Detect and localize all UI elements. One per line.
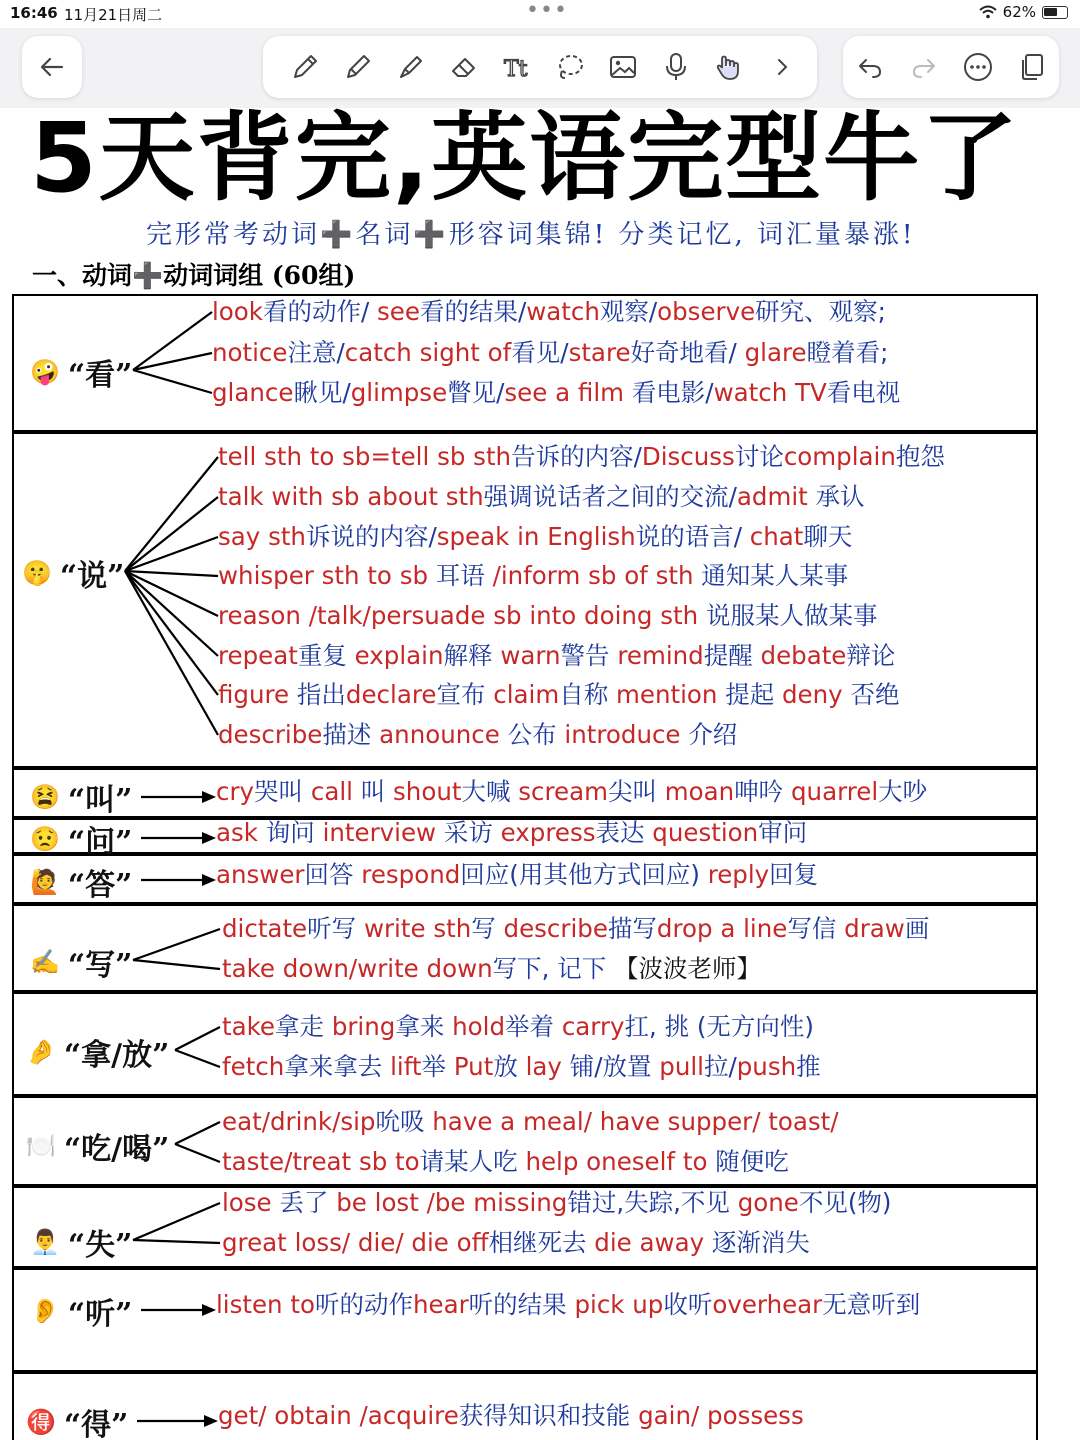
english-term: describe xyxy=(503,914,608,943)
category-emoji-icon: 🤫 xyxy=(22,559,52,587)
chinese-meaning: 提醒 xyxy=(703,641,761,670)
english-term: die away xyxy=(594,1228,712,1257)
english-term: admit xyxy=(736,482,816,511)
english-term: push xyxy=(736,1052,797,1081)
vocab-line xyxy=(216,1290,920,1320)
vocab-line xyxy=(222,954,761,984)
english-term: introduce xyxy=(564,720,689,749)
english-term: /inform sb of sth xyxy=(492,561,702,590)
chinese-meaning: 错过,失踪,不见 xyxy=(567,1188,738,1217)
category-emoji-icon: 🍽️ xyxy=(26,1132,56,1160)
chinese-meaning: 听的动作 xyxy=(314,1290,413,1319)
chinese-meaning: 看的动作/ xyxy=(262,297,378,326)
chinese-meaning: 【波波老师】 xyxy=(614,954,762,983)
chinese-meaning: 看电影/ xyxy=(631,378,714,407)
english-term: answer xyxy=(216,860,305,889)
english-term: explain xyxy=(354,641,444,670)
category-emoji-icon: 🤪 xyxy=(30,358,60,386)
english-term: call xyxy=(310,777,361,806)
english-term: take down/write down xyxy=(222,954,493,983)
english-term: look xyxy=(212,297,263,326)
vocab-group-box xyxy=(12,1268,1038,1372)
vocab-line xyxy=(218,482,865,512)
english-term: listen to xyxy=(216,1290,315,1319)
english-term: figure xyxy=(218,680,297,709)
english-term: reason /talk/persuade sb into doing sth xyxy=(218,601,706,630)
vocab-line xyxy=(222,1228,810,1258)
vocab-line xyxy=(212,378,900,408)
chinese-meaning: 随便吃 xyxy=(715,1147,789,1176)
category-emoji-icon: ✍️ xyxy=(30,948,60,976)
category-label xyxy=(22,551,124,595)
chinese-meaning: 写下, 记下 xyxy=(492,954,615,983)
chinese-meaning: 举 xyxy=(421,1052,454,1081)
english-term: lose xyxy=(222,1188,280,1217)
vocab-line xyxy=(216,860,818,890)
category-word: “得” xyxy=(63,1408,129,1440)
category-emoji-icon: 🤌 xyxy=(26,1038,56,1066)
category-word: “拿/放” xyxy=(63,1038,170,1073)
chinese-meaning: 瞥见/ xyxy=(447,378,505,407)
chinese-meaning: 听的结果 xyxy=(468,1290,575,1319)
chinese-meaning: 采访 xyxy=(443,818,501,847)
english-term: whisper sth to sb xyxy=(218,561,436,590)
chinese-meaning: 审问 xyxy=(758,818,808,847)
chinese-meaning: 瞪着看; xyxy=(806,338,889,367)
page-title: 5天背完,英语完型牛了 xyxy=(30,102,1020,214)
multitask-dots-icon[interactable]: ••• xyxy=(526,0,568,23)
chinese-meaning: 注意/ xyxy=(287,338,345,367)
chinese-meaning: 耳语 xyxy=(435,561,493,590)
english-term: watch xyxy=(526,297,600,326)
category-word: “叫” xyxy=(67,783,133,818)
chinese-meaning: 表达 xyxy=(595,818,653,847)
category-label xyxy=(30,350,132,394)
english-term: take xyxy=(222,1012,276,1041)
chinese-meaning: 询问 xyxy=(265,818,323,847)
vocab-line xyxy=(222,1052,821,1082)
category-label xyxy=(30,1220,132,1264)
chinese-meaning: 获得知识和技能 xyxy=(458,1401,639,1430)
chinese-meaning: 画 xyxy=(904,914,930,943)
category-word: “看” xyxy=(67,358,133,393)
chinese-meaning: 不见(物) xyxy=(798,1188,892,1217)
category-word: “吃/喝” xyxy=(63,1132,170,1167)
vocab-line xyxy=(222,914,929,944)
english-term: hold xyxy=(452,1012,506,1041)
chinese-meaning: 铺/放置 xyxy=(569,1052,660,1081)
chinese-meaning: 扛, 挑 (无方向性) xyxy=(624,1012,814,1041)
english-term: observe xyxy=(657,297,756,326)
vocab-line xyxy=(218,442,945,472)
english-term: drop a line xyxy=(656,914,788,943)
chinese-meaning: 看见/ xyxy=(511,338,569,367)
english-term: eat/drink/sip xyxy=(222,1107,376,1136)
english-term: great loss/ die/ die off xyxy=(222,1228,489,1257)
chinese-meaning: 宣布 xyxy=(436,680,494,709)
chinese-meaning: 描述 xyxy=(322,720,380,749)
chinese-meaning: 重复 xyxy=(297,641,355,670)
chinese-meaning: 讨论 xyxy=(734,442,784,471)
chinese-meaning: 承认 xyxy=(815,482,865,511)
english-term: chat xyxy=(749,522,804,551)
category-word: “答” xyxy=(67,868,133,903)
chinese-meaning: 放 xyxy=(493,1052,526,1081)
chinese-meaning: 解释 xyxy=(443,641,501,670)
english-term: gain/ possess xyxy=(638,1401,804,1430)
english-term: moan xyxy=(664,777,735,806)
chinese-meaning: 听写 xyxy=(307,914,364,943)
chinese-meaning: 告诉的内容/ xyxy=(511,442,642,471)
page-subtitle: 完形常考动词➕名词➕形容词集锦! 分类记忆, 词汇量暴涨! xyxy=(146,220,916,250)
category-word: “写” xyxy=(67,948,133,983)
chinese-meaning: 看的结果/ xyxy=(419,297,527,326)
english-term: taste/treat sb to xyxy=(222,1147,420,1176)
vocab-line xyxy=(216,777,927,807)
chinese-meaning: 聊天 xyxy=(803,522,853,551)
chinese-meaning: 拿来拿去 xyxy=(284,1052,391,1081)
chinese-meaning: 拉/ xyxy=(703,1052,737,1081)
battery-percent: 62% xyxy=(1002,3,1036,21)
english-term: glimpse xyxy=(350,378,448,407)
chinese-meaning: 吮吸 xyxy=(375,1107,433,1136)
chinese-meaning: 警告 xyxy=(560,641,618,670)
vocab-line xyxy=(216,818,807,848)
vocab-line xyxy=(212,297,886,327)
english-term: talk with sb about sth xyxy=(218,482,484,511)
vocab-line xyxy=(222,1147,789,1177)
chinese-meaning: 举着 xyxy=(505,1012,562,1041)
english-term: ask xyxy=(216,818,266,847)
category-emoji-icon: 😟 xyxy=(30,825,60,853)
chinese-meaning: 拿来 xyxy=(395,1012,453,1041)
english-term: watch TV xyxy=(713,378,827,407)
vocab-line xyxy=(218,601,877,631)
english-term: glance xyxy=(212,378,294,407)
english-term: announce xyxy=(379,720,508,749)
english-term: tell sth to sb=tell sb sth xyxy=(218,442,512,471)
chinese-meaning: 丢了 xyxy=(279,1188,337,1217)
category-label xyxy=(26,1030,169,1074)
english-term: catch sight of xyxy=(344,338,512,367)
vocab-line xyxy=(218,1401,804,1431)
category-word: “听” xyxy=(67,1297,133,1332)
english-term: fetch xyxy=(222,1052,285,1081)
english-term: pick up xyxy=(574,1290,664,1319)
vocab-line xyxy=(222,1188,892,1218)
chinese-meaning: 强调说话者之间的交流/ xyxy=(483,482,737,511)
english-term: hear xyxy=(412,1290,469,1319)
english-term: quarrel xyxy=(790,777,879,806)
chinese-meaning: 指出 xyxy=(296,680,346,709)
english-term: be lost /be missing xyxy=(336,1188,568,1217)
english-term: interview xyxy=(322,818,444,847)
category-emoji-icon: 👨‍💼 xyxy=(30,1228,60,1256)
english-term: debate xyxy=(760,641,847,670)
english-term: claim xyxy=(493,680,560,709)
chinese-meaning: 尖叫 xyxy=(607,777,665,806)
chinese-meaning: 说的语言/ xyxy=(635,522,750,551)
chinese-meaning: 研究、观察; xyxy=(755,297,886,326)
category-label xyxy=(30,940,132,984)
english-term: notice xyxy=(212,338,288,367)
chinese-meaning: 回应(用其他方式回应) xyxy=(460,860,708,889)
english-term: warn xyxy=(500,641,561,670)
category-label xyxy=(26,1400,128,1440)
svg-text:Tt: Tt xyxy=(504,57,528,82)
chinese-meaning: 观察/ xyxy=(599,297,658,326)
vocab-line xyxy=(222,1012,814,1042)
category-word: “说” xyxy=(59,559,125,594)
status-date: 11月21日周二 xyxy=(64,6,163,24)
chinese-meaning: 介绍 xyxy=(688,720,738,749)
chinese-meaning: 大喊 xyxy=(461,777,519,806)
english-term: draw xyxy=(844,914,905,943)
chinese-meaning: 逐渐消失 xyxy=(711,1228,810,1257)
english-term: glare xyxy=(744,338,807,367)
category-label xyxy=(30,775,132,819)
chinese-meaning: 呻吟 xyxy=(734,777,791,806)
chinese-meaning: 收听 xyxy=(663,1290,713,1319)
chinese-meaning: 请某人吃 xyxy=(419,1147,526,1176)
chinese-meaning: 看电视 xyxy=(826,378,901,407)
english-term: dictate xyxy=(222,914,308,943)
english-term: Put xyxy=(453,1052,494,1081)
english-term: carry xyxy=(561,1012,625,1041)
chinese-meaning: 拿走 xyxy=(275,1012,332,1041)
category-label xyxy=(30,860,132,904)
english-term: reply xyxy=(707,860,770,889)
chinese-meaning: 回复 xyxy=(769,860,819,889)
chinese-meaning: 相继死去 xyxy=(488,1228,595,1257)
english-term: speak in English xyxy=(436,522,636,551)
category-emoji-icon: 👂 xyxy=(30,1297,60,1325)
english-term: declare xyxy=(345,680,437,709)
chinese-meaning: 自称 xyxy=(559,680,617,709)
english-term: pull xyxy=(659,1052,704,1081)
chinese-meaning: 写信 xyxy=(787,914,845,943)
vocab-line xyxy=(218,561,848,591)
chinese-meaning: 推 xyxy=(796,1052,821,1081)
chinese-meaning: 好奇地看/ xyxy=(630,338,745,367)
chinese-meaning: 提起 xyxy=(725,680,782,709)
english-term: shout xyxy=(393,777,462,806)
chinese-meaning: 说服某人做某事 xyxy=(705,601,878,630)
category-emoji-icon: 😫 xyxy=(30,783,60,811)
english-term: repeat xyxy=(218,641,298,670)
english-term: Discuss xyxy=(641,442,735,471)
english-term: remind xyxy=(617,641,704,670)
vocab-line xyxy=(212,338,888,368)
english-term: question xyxy=(652,818,759,847)
english-term: help oneself to xyxy=(525,1147,716,1176)
english-term: respond xyxy=(361,860,461,889)
english-term: say sth xyxy=(218,522,306,551)
vocab-line xyxy=(218,720,737,750)
english-term: lift xyxy=(390,1052,422,1081)
english-term: deny xyxy=(782,680,851,709)
chinese-meaning: 通知某人某事 xyxy=(701,561,849,590)
category-emoji-icon: 🙋 xyxy=(30,868,60,896)
english-term: overhear xyxy=(712,1290,823,1319)
section-heading: 一、动词➕动词词组 (60组) xyxy=(32,261,356,290)
chinese-meaning: 公布 xyxy=(507,720,565,749)
category-emoji-icon: 🉐 xyxy=(26,1408,56,1436)
english-term: express xyxy=(500,818,596,847)
chinese-meaning: 辩论 xyxy=(846,641,896,670)
english-term: see a film xyxy=(504,378,632,407)
english-term: complain xyxy=(783,442,896,471)
english-term: mention xyxy=(616,680,726,709)
chinese-meaning: 抱怨 xyxy=(895,442,945,471)
english-term: stare xyxy=(568,338,631,367)
chinese-meaning: 瞅见/ xyxy=(293,378,351,407)
category-word: “问” xyxy=(67,825,133,860)
english-term: bring xyxy=(331,1012,396,1041)
chinese-meaning: 否绝 xyxy=(850,680,900,709)
english-term: get/ obtain /acquire xyxy=(218,1401,459,1430)
english-term: gone xyxy=(737,1188,799,1217)
chinese-meaning: 写 xyxy=(471,914,504,943)
status-time: 16:46 xyxy=(10,4,58,22)
english-term: cry xyxy=(216,777,255,806)
category-label xyxy=(30,1289,132,1333)
vocab-line xyxy=(218,522,852,552)
english-term: describe xyxy=(218,720,323,749)
category-word: “失” xyxy=(67,1228,133,1263)
vocab-line xyxy=(222,1107,839,1137)
english-term: have a meal/ have supper/ toast/ xyxy=(432,1107,839,1136)
chinese-meaning: 描写 xyxy=(607,914,657,943)
chinese-meaning: 大吵 xyxy=(878,777,928,806)
english-term: write sth xyxy=(363,914,472,943)
chinese-meaning: 叫 xyxy=(360,777,394,806)
chinese-meaning: 回答 xyxy=(304,860,362,889)
vocab-line xyxy=(218,680,899,710)
english-term: lay xyxy=(525,1052,570,1081)
category-label xyxy=(26,1124,169,1168)
english-term: see xyxy=(377,297,420,326)
vocab-line xyxy=(218,641,895,671)
chinese-meaning: 哭叫 xyxy=(254,777,311,806)
english-term: scream xyxy=(518,777,608,806)
chinese-meaning: 诉说的内容/ xyxy=(305,522,437,551)
chinese-meaning: 无意听到 xyxy=(822,1290,921,1319)
